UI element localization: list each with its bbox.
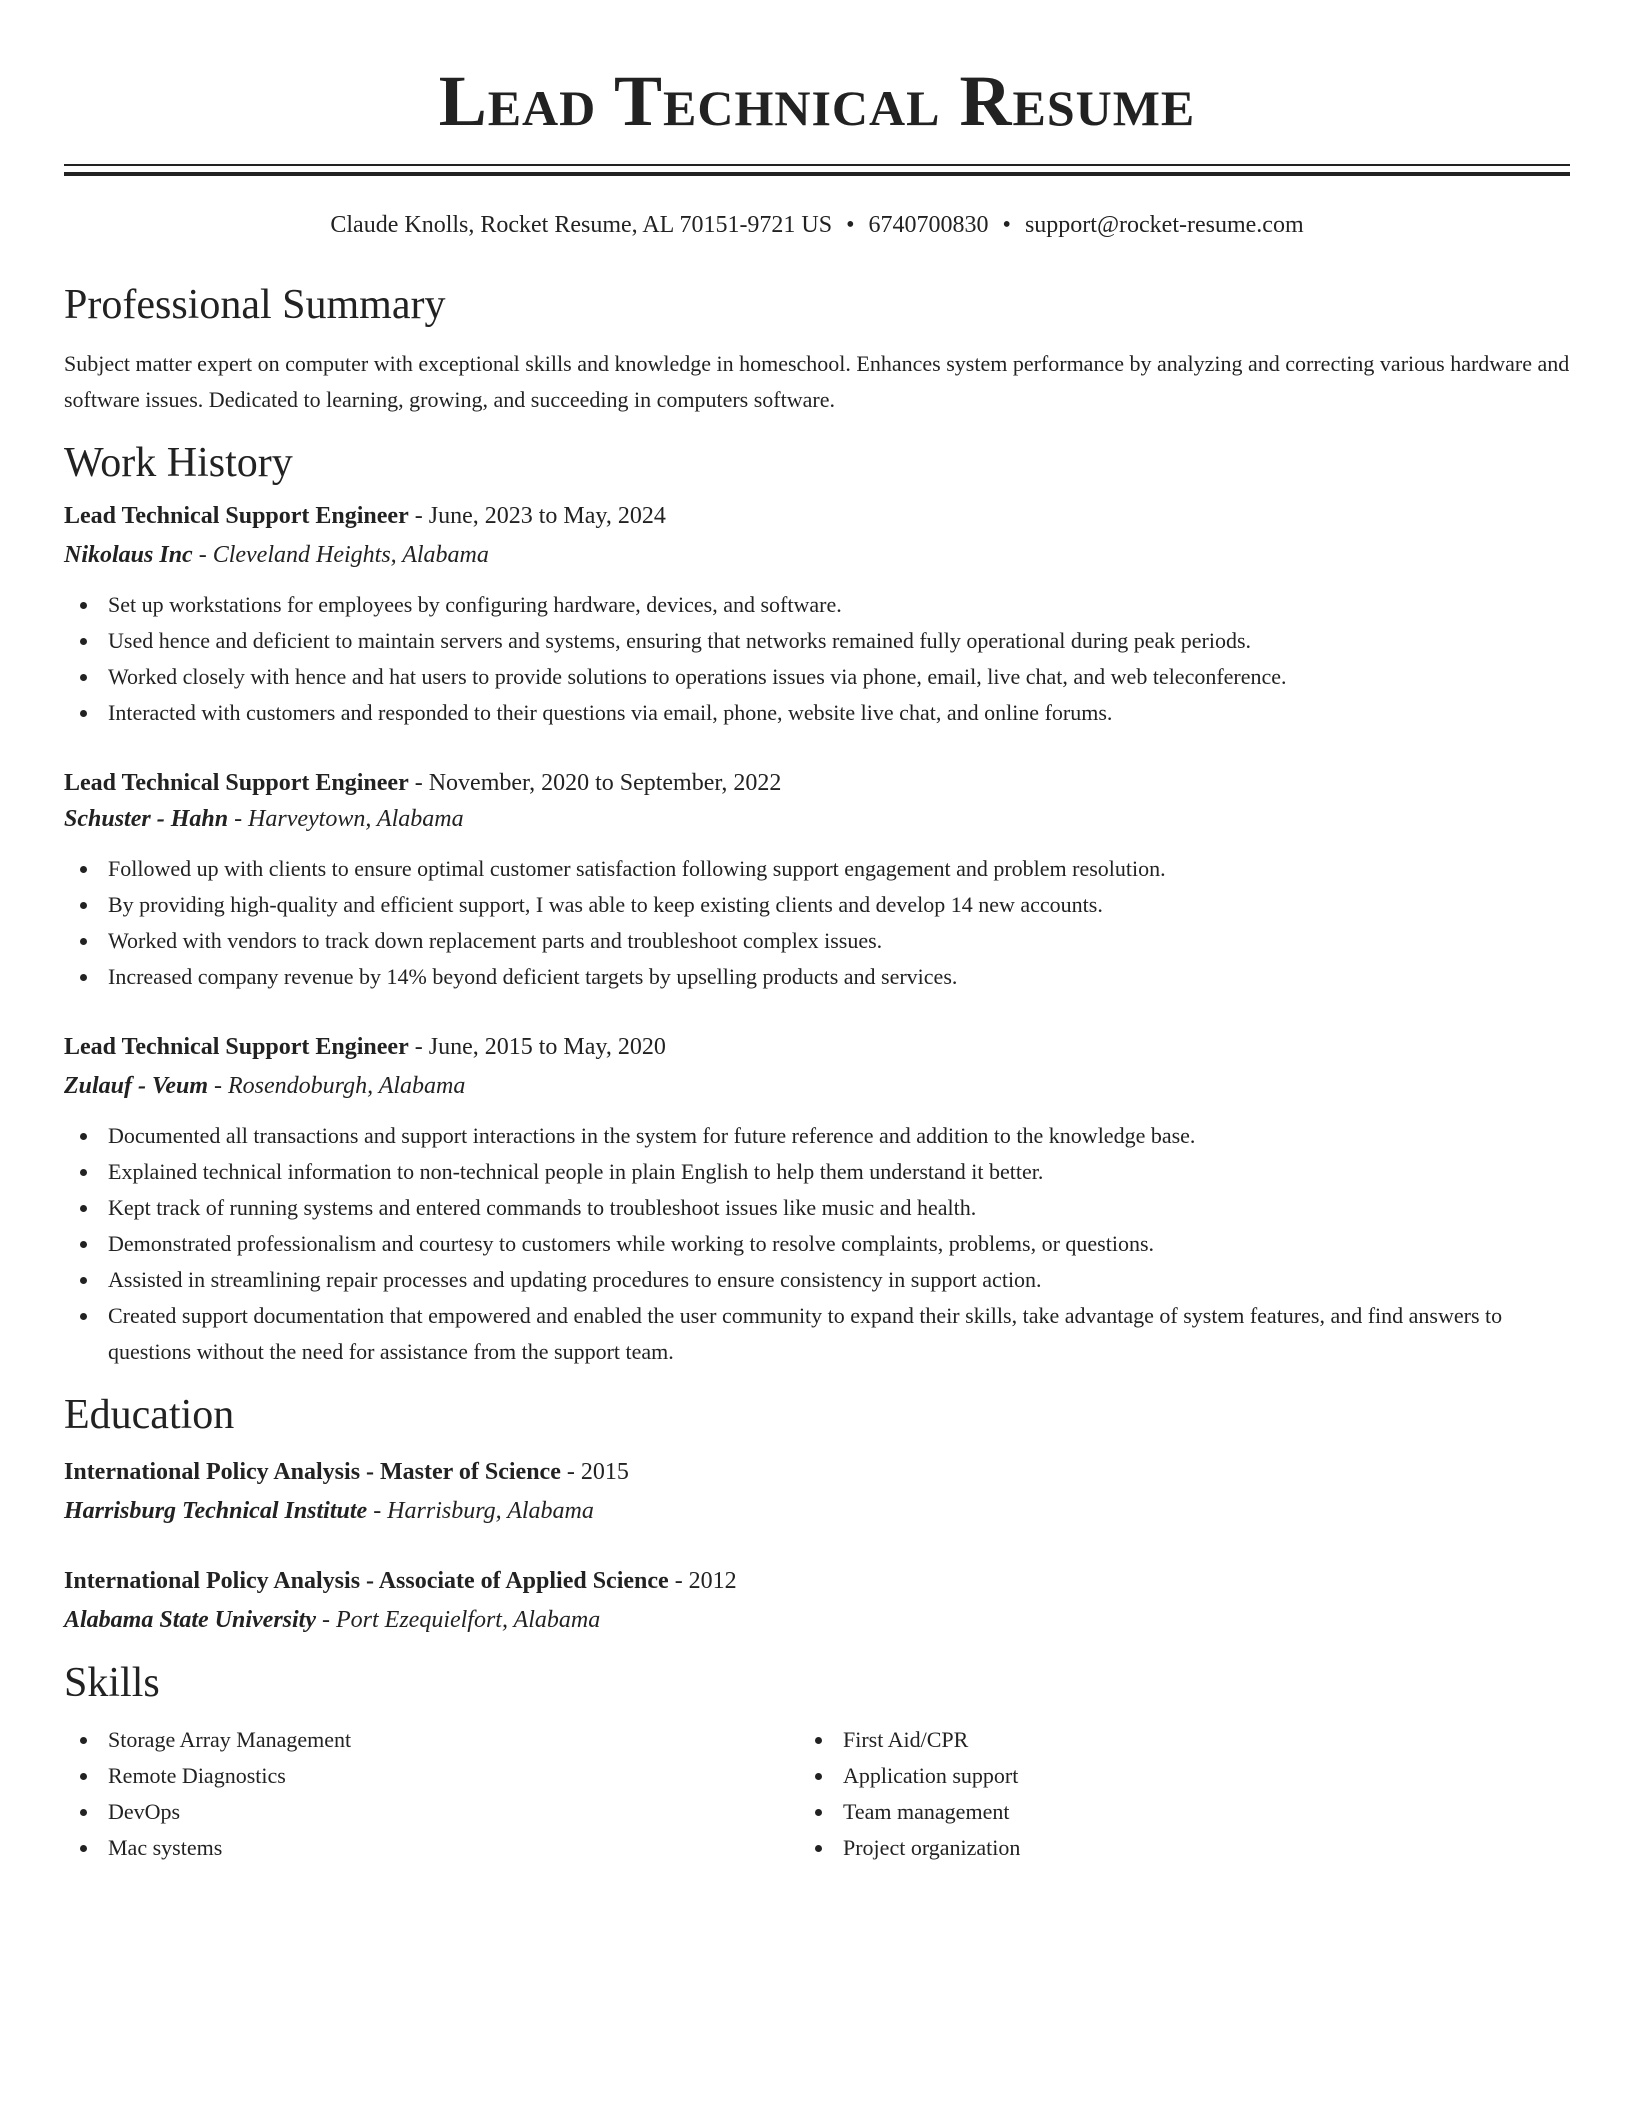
job-role: Lead Technical Support Engineer xyxy=(64,1034,409,1060)
job-dates: - November, 2020 to September, 2022 xyxy=(408,770,782,796)
education-school-line xyxy=(64,1602,1570,1638)
skill-item: Team management xyxy=(799,1794,1534,1830)
education-degree: International Policy Analysis - Associate of Applied Science xyxy=(64,1568,669,1594)
job-bullets xyxy=(64,587,1570,731)
job-dates: - June, 2015 to May, 2020 xyxy=(408,1034,666,1060)
contact-separator: • xyxy=(1002,212,1011,238)
job-title-line xyxy=(64,498,1570,534)
education-year: - 2015 xyxy=(560,1459,629,1485)
job-entry xyxy=(64,498,1570,731)
skills-list-right xyxy=(799,1722,1534,1866)
job-bullet: Documented all transactions and support interactions in the system for future reference and addition to the knowledge base. xyxy=(64,1118,1570,1154)
job-company-line xyxy=(64,1068,1570,1104)
job-company: Nikolaus Inc xyxy=(64,542,193,568)
job-bullet: By providing high-quality and efficient support, I was able to keep existing clients and develop 14 new accounts. xyxy=(64,887,1570,923)
job-bullet: Followed up with clients to ensure optimal customer satisfaction following support engagement and problem resolution. xyxy=(64,851,1570,887)
education-location: - Port Ezequielfort, Alabama xyxy=(316,1607,601,1633)
job-role: Lead Technical Support Engineer xyxy=(64,503,409,529)
skill-item: Project organization xyxy=(799,1830,1534,1866)
skill-item: First Aid/CPR xyxy=(799,1722,1534,1758)
job-bullet: Created support documentation that empowered and enabled the user community to expand their skills, take advantage of system features, and find answers to questions without the need for assistance from the support team. xyxy=(64,1298,1570,1370)
job-bullets xyxy=(64,851,1570,995)
job-bullet: Assisted in streamlining repair processes and updating procedures to ensure consistency in support action. xyxy=(64,1262,1570,1298)
job-company: Schuster - Hahn xyxy=(64,806,229,832)
education-entry xyxy=(64,1563,1570,1638)
contact-address: Claude Knolls, Rocket Resume, AL 70151-9721 US xyxy=(330,212,833,238)
job-location: - Cleveland Heights, Alabama xyxy=(192,542,489,568)
job-bullet: Worked closely with hence and hat users to provide solutions to operations issues via phone, email, live chat, and web teleconference. xyxy=(64,659,1570,695)
job-company-line xyxy=(64,801,1570,837)
education-year: - 2012 xyxy=(668,1568,737,1594)
skill-item: Remote Diagnostics xyxy=(64,1758,799,1794)
contact-separator: • xyxy=(846,212,855,238)
skill-item: Storage Array Management xyxy=(64,1722,799,1758)
skills-columns xyxy=(64,1722,1570,1866)
work-history-heading: Work History xyxy=(64,440,293,486)
job-bullet: Used hence and deficient to maintain servers and systems, ensuring that networks remained fully operational during peak periods. xyxy=(64,623,1570,659)
job-bullet: Kept track of running systems and entered commands to troubleshoot issues like music and health. xyxy=(64,1190,1570,1226)
skills-list-left xyxy=(64,1722,799,1866)
skill-item: Application support xyxy=(799,1758,1534,1794)
resume-page xyxy=(64,0,1570,1866)
education-degree-line xyxy=(64,1563,1570,1599)
summary-heading: Professional Summary xyxy=(64,282,446,328)
job-bullet: Interacted with customers and responded to their questions via email, phone, website live chat, and online forums. xyxy=(64,695,1570,731)
job-bullet: Set up workstations for employees by configuring hardware, devices, and software. xyxy=(64,587,1570,623)
job-bullet: Demonstrated professionalism and courtesy to customers while working to resolve complaints, problems, or questions. xyxy=(64,1226,1570,1262)
job-location: - Rosendoburgh, Alabama xyxy=(208,1073,466,1099)
job-dates: - June, 2023 to May, 2024 xyxy=(408,503,666,529)
job-role: Lead Technical Support Engineer xyxy=(64,770,409,796)
education-degree: International Policy Analysis - Master of Science xyxy=(64,1459,561,1485)
summary-text: Subject matter expert on computer with exceptional skills and knowledge in homeschool. Enhances system performance by analyzing and correcting various hardware and software issues. Dedicated to learning, growing, and succeeding in computers software. xyxy=(64,351,1570,412)
skills-heading: Skills xyxy=(64,1660,160,1706)
education-school: Alabama State University xyxy=(64,1607,316,1633)
title-divider-thick xyxy=(64,172,1570,176)
job-bullet: Increased company revenue by 14% beyond deficient targets by upselling products and services. xyxy=(64,959,1570,995)
job-location: - Harveytown, Alabama xyxy=(228,806,464,832)
education-school-line xyxy=(64,1493,1570,1529)
job-title-line xyxy=(64,765,1570,801)
skill-item: DevOps xyxy=(64,1794,799,1830)
job-bullet: Worked with vendors to track down replacement parts and troubleshoot complex issues. xyxy=(64,923,1570,959)
contact-line xyxy=(64,210,1570,240)
title-divider-thin xyxy=(64,164,1570,166)
skill-item: Mac systems xyxy=(64,1830,799,1866)
job-entry xyxy=(64,1029,1570,1370)
resume-title: Lead Technical Resume xyxy=(438,61,1196,141)
education-heading: Education xyxy=(64,1392,235,1438)
education-entry xyxy=(64,1454,1570,1529)
job-company: Zulauf - Veum xyxy=(64,1073,209,1099)
contact-phone: 6740700830 xyxy=(868,212,989,238)
job-title-line xyxy=(64,1029,1570,1065)
job-entry xyxy=(64,765,1570,995)
job-bullet: Explained technical information to non-technical people in plain English to help them understand it better. xyxy=(64,1154,1570,1190)
education-school: Harrisburg Technical Institute xyxy=(64,1498,368,1524)
job-bullets xyxy=(64,1118,1570,1370)
education-degree-line xyxy=(64,1454,1570,1490)
job-company-line xyxy=(64,537,1570,573)
education-location: - Harrisburg, Alabama xyxy=(367,1498,594,1524)
contact-email: support@rocket-resume.com xyxy=(1024,212,1304,238)
